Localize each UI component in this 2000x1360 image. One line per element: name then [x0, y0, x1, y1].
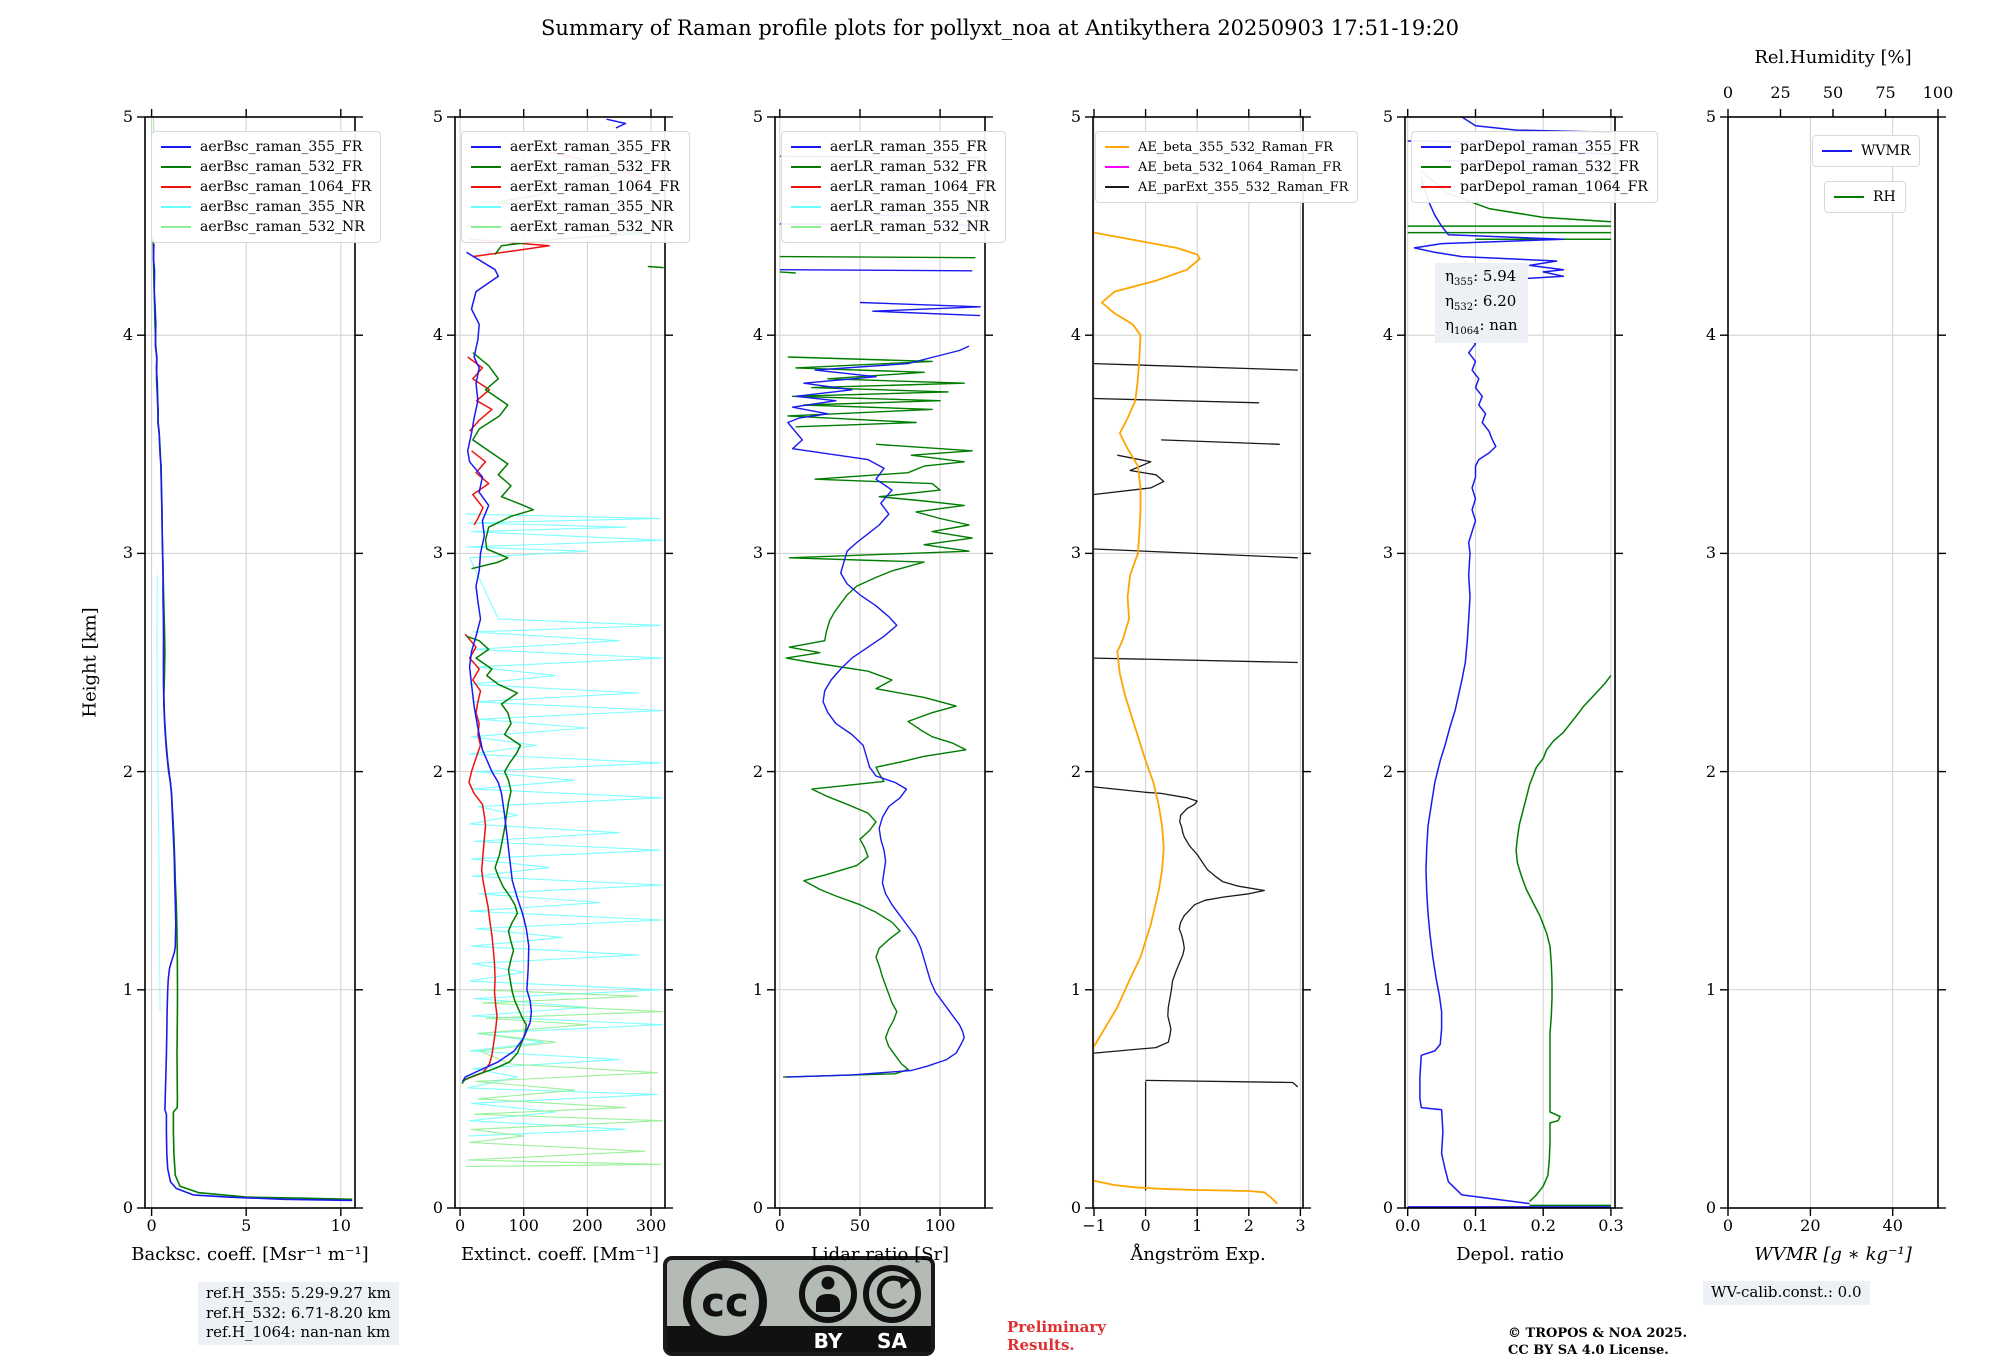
legend-label: aerLR_raman_355_FR — [830, 139, 987, 155]
legend-label: aerBsc_raman_1064_FR — [200, 179, 372, 195]
eta-line: $\eta_{532}$: 6.20 — [1445, 291, 1517, 313]
x-axis-label: Extinct. coeff. [Mm⁻¹] — [460, 1244, 660, 1265]
legend-entry — [161, 177, 371, 197]
legend-lidar-ratio — [781, 131, 1006, 243]
y-tick-label: 5 — [752, 107, 763, 126]
legend-line-sample — [1421, 166, 1451, 168]
series-aerLR_raman_355_FR — [786, 346, 969, 1077]
legend-line-sample — [1105, 166, 1129, 168]
plot-lidar-ratio — [775, 117, 985, 1208]
x-tick-label: 40 — [1882, 1216, 1903, 1235]
legend-entry — [1421, 157, 1648, 177]
y-tick-label: 4 — [752, 325, 763, 345]
x-axis-label: Depol. ratio — [1456, 1244, 1564, 1265]
y-axis-label: Height [km] — [79, 607, 101, 718]
legend-line-sample — [471, 186, 501, 188]
series-aerBsc_raman_355_NR — [157, 575, 160, 1011]
y-tick-label: 0 — [1070, 1198, 1081, 1217]
copyright-note: © TROPOS & NOA 2025. CC BY SA 4.0 License. — [1508, 1326, 1688, 1358]
legend-label: aerLR_raman_532_NR — [830, 219, 990, 235]
x-axis-label: Backsc. coeff. [Msr⁻¹ m⁻¹] — [131, 1244, 369, 1265]
x-tick-label: 10 — [330, 1216, 351, 1235]
legend-entry — [1105, 177, 1348, 197]
series-aerExt_raman_532_NR — [465, 990, 662, 1167]
legend-label: aerLR_raman_1064_FR — [830, 179, 996, 195]
legend-entry — [161, 197, 371, 217]
legend-line-sample — [161, 146, 191, 148]
legend-line-sample — [791, 226, 821, 228]
y-tick-label: 5 — [122, 107, 133, 126]
top-tick-label: 100 — [1922, 83, 1954, 102]
legend-label: aerExt_raman_355_NR — [510, 199, 674, 215]
panel-wvmr — [1728, 117, 1938, 1208]
y-tick-label: 5 — [1382, 107, 1393, 126]
eta-line: $\eta_{1064}$: nan — [1445, 316, 1518, 337]
plot-wvmr — [1728, 117, 1938, 1208]
series-AE_beta_355_532_Raman_FR — [1094, 233, 1200, 1047]
legend-line-sample — [161, 226, 191, 228]
refH-1064: ref.H_1064: nan-nan km — [206, 1323, 391, 1341]
y-tick-label: 1 — [122, 979, 133, 999]
x-tick-label: 0 — [146, 1216, 157, 1235]
series-aerLR_raman_532_FR — [780, 257, 976, 258]
series-aerExt_raman_532_FR — [648, 267, 664, 268]
legend-entry — [791, 197, 996, 217]
y-tick-label: 3 — [1705, 543, 1716, 563]
x-tick-label: 0 — [454, 1216, 466, 1235]
legend-entry — [161, 157, 371, 177]
x-axis-label: Ångström Exp. — [1130, 1244, 1266, 1265]
legend-wvmr — [1824, 181, 1906, 213]
legend-label: parDepol_raman_355_FR — [1460, 139, 1640, 155]
x-tick-label: 0 — [1722, 1216, 1734, 1235]
panel-angstrom — [1093, 117, 1349, 1208]
legend-line-sample — [791, 146, 821, 148]
y-tick-label: 0 — [122, 1198, 133, 1217]
legend-line-sample — [471, 226, 501, 228]
panel-depol — [1405, 117, 1648, 1208]
x-tick-label: 20 — [1800, 1216, 1821, 1235]
legend-label: AE_parExt_355_532_Raman_FR — [1138, 179, 1349, 195]
y-tick-label: 0 — [432, 1198, 443, 1217]
legend-entry — [1822, 141, 1910, 161]
y-tick-label: 2 — [1070, 761, 1081, 781]
y-tick-label: 3 — [432, 543, 443, 563]
cc-by-sa-badge — [663, 1256, 935, 1356]
series-aerLR_raman_355_FR — [780, 270, 972, 271]
x-tick-label: 0.1 — [1462, 1216, 1489, 1235]
legend-label: aerExt_raman_532_FR — [510, 159, 671, 175]
x-tick-label: 3 — [1295, 1216, 1306, 1235]
legend-entry — [791, 137, 996, 157]
x-tick-label: 5 — [241, 1216, 252, 1235]
y-tick-label: 1 — [1705, 979, 1716, 999]
y-tick-label: 3 — [122, 543, 133, 563]
y-tick-label: 3 — [1070, 543, 1081, 563]
series-AE_parExt_355_532_Raman_FR — [1146, 1080, 1298, 1087]
y-tick-label: 4 — [1070, 325, 1081, 345]
x-axis-label: WVMR [g ∗ kg⁻¹] — [1754, 1244, 1912, 1265]
refH-532: ref.H_532: 6.71-8.20 km — [206, 1303, 391, 1322]
legend-line-sample — [161, 186, 191, 188]
series-aerExt_raman_355_NR — [465, 514, 662, 1136]
y-tick-label: 2 — [1382, 761, 1393, 781]
legend-label: WVMR — [1861, 143, 1911, 159]
legend-entry — [791, 177, 996, 197]
panel-extinction — [455, 117, 680, 1208]
legend-line-sample — [161, 166, 191, 168]
legend-label: aerBsc_raman_532_FR — [200, 159, 363, 175]
top-tick-label: 50 — [1822, 83, 1844, 102]
y-tick-label: 0 — [1705, 1198, 1716, 1217]
cc-sa-label: SA — [877, 1329, 907, 1353]
x-tick-label: 2 — [1243, 1216, 1254, 1235]
y-tick-label: 3 — [752, 543, 763, 563]
legend-label: aerExt_raman_1064_FR — [510, 179, 680, 195]
y-tick-label: 3 — [1382, 543, 1393, 563]
series-parDepol_raman_355_FR — [1462, 117, 1611, 132]
y-tick-label: 1 — [1070, 979, 1081, 999]
y-tick-label: 2 — [752, 761, 763, 781]
legend-line-sample — [791, 166, 821, 168]
legend-line-sample — [161, 206, 191, 208]
x-axis-label: Lidar ratio [Sr] — [810, 1244, 950, 1265]
plot-angstrom — [1093, 117, 1303, 1208]
y-tick-label: 5 — [1070, 107, 1081, 126]
legend-line-sample — [471, 146, 501, 148]
legend-entry — [471, 197, 680, 217]
legend-line-sample — [1105, 186, 1129, 188]
y-tick-label: 1 — [432, 979, 443, 999]
y-tick-label: 5 — [1705, 107, 1716, 126]
legend-backscatter — [151, 131, 381, 243]
legend-label: aerLR_raman_355_NR — [830, 199, 990, 215]
legend-entry — [471, 157, 680, 177]
y-tick-label: 2 — [122, 761, 133, 781]
legend-entry — [791, 217, 996, 237]
legend-line-sample — [1822, 150, 1852, 152]
series-AE_parExt_355_532_Raman_FR — [1094, 658, 1298, 662]
legend-entry — [1105, 157, 1348, 177]
x-tick-label: 200 — [572, 1216, 603, 1235]
y-tick-label: 2 — [432, 761, 443, 781]
cc-by-label: BY — [813, 1329, 843, 1353]
legend-entry — [161, 217, 371, 237]
y-tick-label: 0 — [1382, 1198, 1393, 1217]
y-tick-label: 1 — [1382, 979, 1393, 999]
legend-line-sample — [791, 186, 821, 188]
top-tick-label: 75 — [1875, 83, 1896, 102]
legend-label: aerBsc_raman_355_NR — [200, 199, 365, 215]
legend-entry — [471, 217, 680, 237]
legend-line-sample — [791, 206, 821, 208]
legend-wvmr — [1812, 135, 1920, 167]
series-parDepol_raman_532_FR — [1516, 676, 1611, 1202]
legend-entry — [791, 157, 996, 177]
plot-backscatter — [145, 117, 355, 1208]
eta-line: $\eta_{355}$: 5.94 — [1445, 267, 1517, 288]
x-tick-label: 0.2 — [1530, 1216, 1556, 1235]
plot-extinction — [455, 117, 665, 1208]
y-tick-label: 4 — [122, 325, 133, 345]
series-aerBsc_raman_355_FR — [154, 244, 353, 1201]
x-tick-label: 0.0 — [1394, 1216, 1421, 1235]
eta-annotation — [1435, 263, 1528, 343]
series-AE_parExt_355_532_Raman_FR — [1094, 364, 1298, 371]
x-tick-label: 0 — [1140, 1216, 1151, 1235]
series-aerLR_raman_532_FR — [783, 444, 972, 1077]
legend-line-sample — [1105, 146, 1129, 148]
y-tick-label: 4 — [432, 325, 443, 345]
top-axis-label: Rel.Humidity [%] — [1754, 47, 1912, 68]
legend-line-sample — [1421, 186, 1451, 188]
x-tick-label: 300 — [635, 1216, 667, 1235]
legend-line-sample — [471, 206, 501, 208]
y-tick-label: 0 — [752, 1198, 763, 1217]
legend-label: AE_beta_355_532_Raman_FR — [1138, 139, 1334, 155]
legend-entry — [471, 177, 680, 197]
page-title: Summary of Raman profile plots for pollyxt_noa at Antikythera 20250903 17:51-19:20 — [540, 16, 1460, 40]
series-aerBsc_raman_532_FR — [153, 237, 352, 1199]
legend-entry — [471, 137, 680, 157]
x-tick-label: −1 — [1082, 1216, 1106, 1235]
refH-355: ref.H_355: 5.29-9.27 km — [206, 1284, 391, 1302]
legend-label: parDepol_raman_1064_FR — [1460, 179, 1648, 195]
series-aerLR_raman_355_FR — [860, 303, 980, 316]
legend-angstrom — [1095, 131, 1358, 203]
series-AE_parExt_355_532_Raman_FR — [1094, 787, 1264, 1053]
reference-height-note — [198, 1282, 399, 1345]
legend-line-sample — [1834, 196, 1864, 198]
legend-label: aerExt_raman_532_NR — [510, 219, 674, 235]
series-aerLR_raman_532_FR — [780, 272, 796, 273]
series-AE_parExt_355_532_Raman_FR — [1161, 440, 1280, 444]
legend-label: aerLR_raman_532_FR — [830, 159, 987, 175]
x-tick-label: 1 — [1192, 1216, 1203, 1235]
legend-label: AE_beta_532_1064_Raman_FR — [1138, 159, 1342, 175]
legend-label: aerBsc_raman_532_NR — [200, 219, 365, 235]
legend-entry — [1105, 137, 1348, 157]
series-AE_beta_355_532_Raman_FR — [1094, 1181, 1277, 1204]
legend-entry — [1834, 187, 1896, 207]
legend-entry — [161, 137, 371, 157]
y-tick-label: 5 — [432, 107, 443, 126]
y-tick-label: 4 — [1382, 325, 1393, 345]
cc-letters: cc — [701, 1280, 749, 1326]
panel-backscatter — [145, 117, 372, 1208]
panel-lidar-ratio — [775, 117, 996, 1208]
x-tick-label: 50 — [849, 1216, 871, 1235]
legend-entry — [1421, 177, 1648, 197]
legend-label: RH — [1873, 189, 1896, 205]
y-tick-label: 1 — [752, 979, 763, 999]
legend-line-sample — [1421, 146, 1451, 148]
preliminary-results-note: Preliminary Results. — [1007, 1318, 1106, 1354]
legend-entry — [1421, 137, 1648, 157]
x-tick-label: 100 — [924, 1216, 956, 1235]
legend-depol — [1411, 131, 1658, 203]
y-tick-label: 2 — [1705, 761, 1716, 781]
x-tick-label: 0 — [774, 1216, 785, 1235]
legend-label: parDepol_raman_532_FR — [1460, 159, 1640, 175]
legend-extinction — [461, 131, 690, 243]
y-tick-label: 4 — [1705, 325, 1716, 345]
series-AE_parExt_355_532_Raman_FR — [1094, 399, 1259, 403]
series-AE_parExt_355_532_Raman_FR — [1094, 455, 1164, 494]
legend-line-sample — [471, 166, 501, 168]
x-tick-label: 0.3 — [1598, 1216, 1624, 1235]
top-tick-label: 25 — [1770, 83, 1791, 102]
legend-label: aerExt_raman_355_FR — [510, 139, 671, 155]
top-tick-label: 0 — [1722, 83, 1734, 102]
series-aerExt_raman_355_FR — [607, 119, 626, 128]
legend-label: aerBsc_raman_355_FR — [200, 139, 363, 155]
x-tick-label: 100 — [508, 1216, 539, 1235]
wv-calib-note: WV-calib.const.: 0.0 — [1703, 1281, 1870, 1305]
